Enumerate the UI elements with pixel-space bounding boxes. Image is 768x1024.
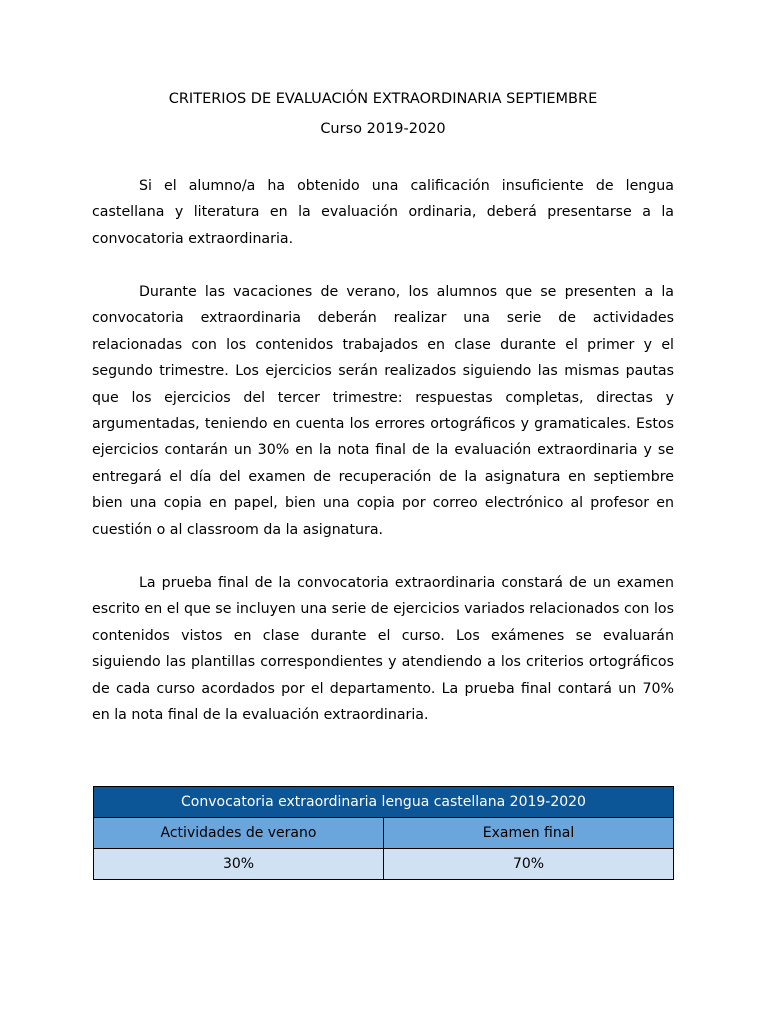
column-header-summer-activities: Actividades de verano — [94, 818, 384, 849]
table-title-row — [94, 787, 674, 818]
grading-table — [93, 786, 674, 880]
page-title: CRITERIOS DE EVALUACIÓN EXTRAORDINARIA SEPTIEMBRE — [168, 91, 598, 107]
table-title: Convocatoria extraordinaria lengua castellana 2019-2020 — [94, 787, 674, 818]
cell-final-exam-weight: 70% — [384, 849, 674, 880]
cell-summer-activities-weight: 30% — [94, 849, 384, 880]
paragraph-intro: Si el alumno/a ha obtenido una calificación insuficiente de lengua castellana y literatura en la evaluación ordinaria, deberá presentarse a la convocatoria extraordinaria. — [92, 178, 674, 247]
table-row — [94, 849, 674, 880]
column-header-final-exam: Examen final — [384, 818, 674, 849]
paragraph-summer-activities: Durante las vacaciones de verano, los alumnos que se presenten a la convocatoria extraordinaria deberán realizar una serie de actividades relacionadas con los contenidos trabajados en clase durante el primer y el segundo trimestre. Los ejercicios serán realizados siguiendo las mismas pautas que los ejercicios del tercer trimestre: respuestas completas, directas y argumentadas, teniendo en cuenta los errores ortográficos y gramaticales. Estos ejercicios contarán un 30% en la nota final de la evaluación extraordinaria y se entregará el día del examen de recuperación de la asignatura en septiembre bien una copia en papel, bien una copia por correo electrónico al profesor en cuestión o al classroom da la asignatura. — [92, 284, 674, 538]
paragraph-final-exam: La prueba final de la convocatoria extraordinaria constará de un examen escrito en el que se incluyen una serie de ejercicios variados relacionados con los contenidos vistos en clase durante el curso. Los exámenes se evaluarán siguiendo las plantillas correspondientes y atendiendo a los criterios ortográficos de cada curso acordados por el departamento. La prueba final contará un 70% en la nota final de la evaluación extraordinaria. — [92, 575, 674, 724]
table-header-row — [94, 818, 674, 849]
page-subtitle: Curso 2019-2020 — [320, 121, 446, 137]
